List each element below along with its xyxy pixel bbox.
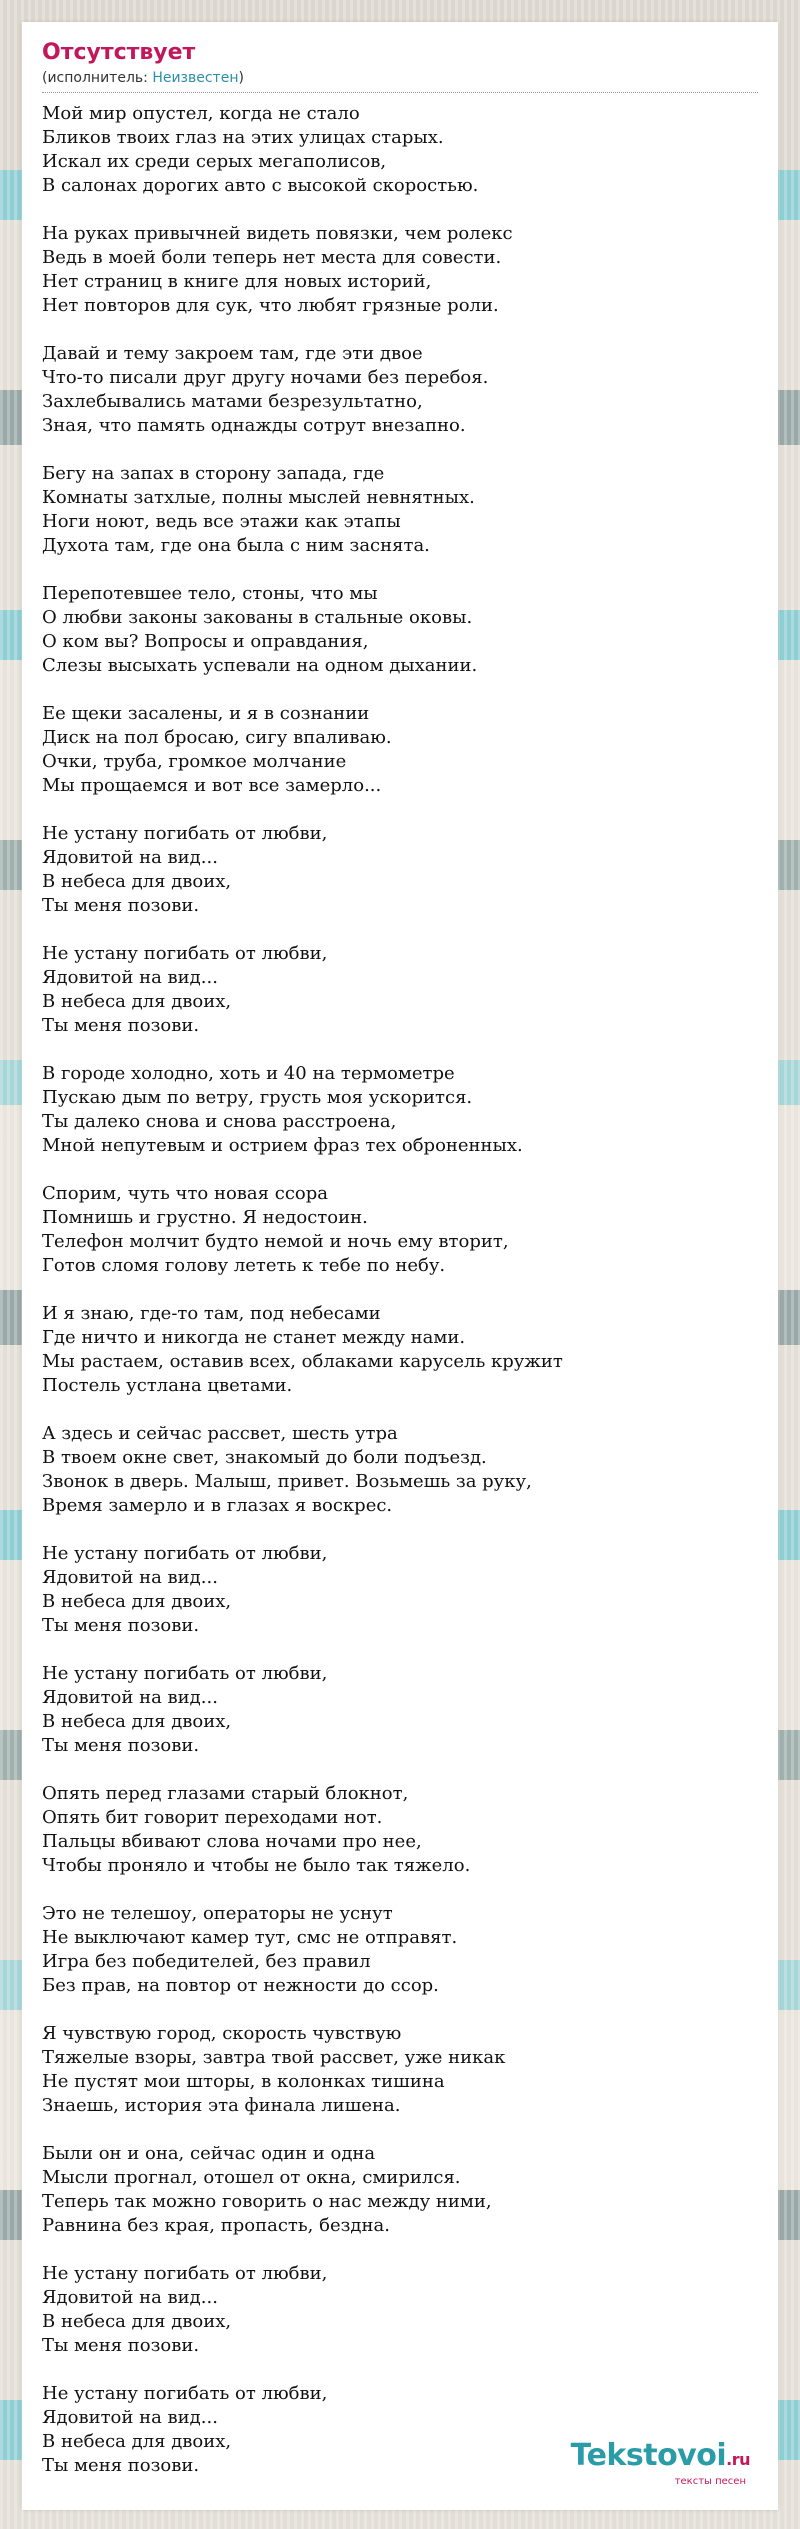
logo-wordmark xyxy=(571,2440,750,2476)
lyrics-stanza xyxy=(42,702,758,798)
lyrics-stanza xyxy=(42,1302,758,1398)
lyrics-line: А здесь и сейчас рассвет, шесть утра xyxy=(42,1423,398,1444)
lyrics-stanza xyxy=(42,1542,758,1638)
artist-prefix: (исполнитель: xyxy=(42,70,153,86)
lyrics-line: Ноги ноют, ведь все этажи как этапы xyxy=(42,511,401,532)
lyrics-stanza xyxy=(42,2262,758,2358)
lyrics-line: Спорим, чуть что новая ссора xyxy=(42,1183,328,1204)
lyrics-line: Духота там, где она была с ним заснята. xyxy=(42,535,430,556)
lyrics-line: Бликов твоих глаз на этих улицах старых. xyxy=(42,127,444,148)
lyrics-line: Ты далеко снова и снова расстроена, xyxy=(42,1111,397,1132)
lyrics-line: Были он и она, сейчас один и одна xyxy=(42,2143,376,2164)
lyrics-line: Слезы высыхать успевали на одном дыхании. xyxy=(42,655,478,676)
lyrics-line: В небеса для двоих, xyxy=(42,2311,232,2332)
lyrics-stanza xyxy=(42,462,758,558)
lyrics-line: Ты меня позови. xyxy=(42,2455,200,2476)
lyrics-line: Готов сломя голову лететь к тебе по небу. xyxy=(42,1255,446,1276)
lyrics-line: Постель устлана цветами. xyxy=(42,1375,293,1396)
lyrics-stanza xyxy=(42,582,758,678)
lyrics-stanza xyxy=(42,942,758,1038)
logo-name: Tekstovoi xyxy=(570,2438,727,2473)
lyrics-line: Не устану погибать от любви, xyxy=(42,1663,328,1684)
lyrics-line: Без прав, на повтор от нежности до ссор. xyxy=(42,1975,439,1996)
lyrics-line: Ядовитой на вид... xyxy=(42,967,218,988)
lyrics-line: Ты меня позови. xyxy=(42,895,200,916)
lyrics-line: Искал их среди серых мегаполисов, xyxy=(42,151,387,172)
lyrics-line: Очки, труба, громкое молчание xyxy=(42,751,347,772)
lyrics-line: Телефон молчит будто немой и ночь ему вторит, xyxy=(42,1231,509,1252)
lyrics-stanza xyxy=(42,2142,758,2238)
lyrics-line: В небеса для двоих, xyxy=(42,2431,232,2452)
lyrics-line: Пальцы вбивают слова ночами про нее, xyxy=(42,1831,422,1852)
lyrics-line: Не устану погибать от любви, xyxy=(42,2263,328,2284)
lyrics-line: Не устану погибать от любви, xyxy=(42,823,328,844)
lyrics-line: Мной непутевым и острием фраз тех оброненных. xyxy=(42,1135,523,1156)
lyrics-line: Ты меня позови. xyxy=(42,1615,200,1636)
lyrics-line: Ты меня позови. xyxy=(42,2335,200,2356)
lyrics-line: Тяжелые взоры, завтра твой рассвет, уже никак xyxy=(42,2047,506,2068)
lyrics-stanza xyxy=(42,222,758,318)
lyrics-line: Время замерло и в глазах я воскрес. xyxy=(42,1495,393,1516)
artist-link[interactable]: Неизвестен xyxy=(152,70,239,86)
lyrics-line: Пускаю дым по ветру, грусть моя ускорится. xyxy=(42,1087,473,1108)
site-logo[interactable] xyxy=(571,2440,750,2488)
lyrics-text xyxy=(42,102,758,2502)
lyrics-line: Ты меня позови. xyxy=(42,1015,200,1036)
lyrics-stanza xyxy=(42,342,758,438)
lyrics-line: Диск на пол бросаю, сигу впаливаю. xyxy=(42,727,392,748)
lyrics-line: В небеса для двоих, xyxy=(42,871,232,892)
logo-tagline: тексты песен xyxy=(674,2476,746,2487)
lyrics-line: Знаешь, история эта финала лишена. xyxy=(42,2095,401,2116)
lyrics-stanza xyxy=(42,1422,758,1518)
lyrics-line: И я знаю, где-то там, под небесами xyxy=(42,1303,381,1324)
lyrics-stanza xyxy=(42,1182,758,1278)
lyrics-line: Игра без победителей, без правил xyxy=(42,1951,371,1972)
lyrics-line: В твоем окне свет, знакомый до боли подъезд. xyxy=(42,1447,487,1468)
lyrics-line: Это не телешоу, операторы не уснут xyxy=(42,1903,393,1924)
lyrics-line: Ее щеки засалены, и я в сознании xyxy=(42,703,370,724)
lyrics-line: В городе холодно, хоть и 40 на термометре xyxy=(42,1063,455,1084)
logo-tld: .ru xyxy=(726,2450,750,2469)
lyrics-stanza xyxy=(42,1782,758,1878)
lyrics-stanza xyxy=(42,1062,758,1158)
lyrics-line: Что-то писали друг другу ночами без перебоя. xyxy=(42,367,489,388)
lyrics-line: Ты меня позови. xyxy=(42,1735,200,1756)
lyrics-line: Опять перед глазами старый блокнот, xyxy=(42,1783,409,1804)
lyrics-line: Бегу на запах в сторону запада, где xyxy=(42,463,385,484)
lyrics-line: Мы прощаемся и вот все замерло... xyxy=(42,775,382,796)
lyrics-line: Опять бит говорит переходами нот. xyxy=(42,1807,383,1828)
lyrics-line: Нет повторов для сук, что любят грязные роли. xyxy=(42,295,499,316)
artist-suffix: ) xyxy=(238,70,244,86)
lyrics-line: О любви законы закованы в стальные оковы. xyxy=(42,607,473,628)
artist-line xyxy=(42,68,758,88)
lyrics-stanza xyxy=(42,102,758,198)
lyrics-line: Перепотевшее тело, стоны, что мы xyxy=(42,583,378,604)
header-divider xyxy=(42,92,758,93)
song-title: Отсутствует xyxy=(42,40,196,65)
lyrics-line: Равнина без края, пропасть, бездна. xyxy=(42,2215,390,2236)
lyrics-line: На руках привычней видеть повязки, чем ролекс xyxy=(42,223,513,244)
lyrics-line: Комнаты затхлые, полны мыслей невнятных. xyxy=(42,487,475,508)
lyrics-line: Захлебывались матами безрезультатно, xyxy=(42,391,423,412)
lyrics-line: Помнишь и грустно. Я недостоин. xyxy=(42,1207,368,1228)
lyrics-line: Чтобы проняло и чтобы не было так тяжело. xyxy=(42,1855,471,1876)
lyrics-line: Ядовитой на вид... xyxy=(42,2287,218,2308)
lyrics-line: Ядовитой на вид... xyxy=(42,2407,218,2428)
lyrics-line: Не устану погибать от любви, xyxy=(42,1543,328,1564)
lyrics-line: В небеса для двоих, xyxy=(42,1711,232,1732)
lyrics-line: Где ничто и никогда не станет между нами. xyxy=(42,1327,466,1348)
lyrics-line: В салонах дорогих авто с высокой скоростью. xyxy=(42,175,479,196)
lyrics-stanza xyxy=(42,1902,758,1998)
lyrics-line: Не устану погибать от любви, xyxy=(42,943,328,964)
lyrics-line: Ядовитой на вид... xyxy=(42,1567,218,1588)
lyrics-line: Ядовитой на вид... xyxy=(42,1687,218,1708)
song-header xyxy=(42,40,758,93)
lyrics-stanza xyxy=(42,2022,758,2118)
lyrics-line: Я чувствую город, скорость чувствую xyxy=(42,2023,402,2044)
lyrics-line: Мой мир опустел, когда не стало xyxy=(42,103,360,124)
lyrics-card xyxy=(22,22,778,2510)
lyrics-line: Звонок в дверь. Малыш, привет. Возьмешь за руку, xyxy=(42,1471,532,1492)
lyrics-line: О ком вы? Вопросы и оправдания, xyxy=(42,631,369,652)
lyrics-line: Ведь в моей боли теперь нет места для совести. xyxy=(42,247,502,268)
lyrics-line: Не выключают камер тут, смс не отправят. xyxy=(42,1927,458,1948)
lyrics-line: Теперь так можно говорить о нас между ними, xyxy=(42,2191,492,2212)
lyrics-line: Мысли прогнал, отошел от окна, смирился. xyxy=(42,2167,461,2188)
lyrics-line: Не пустят мои шторы, в колонках тишина xyxy=(42,2071,445,2092)
lyrics-line: Нет страниц в книге для новых историй, xyxy=(42,271,432,292)
lyrics-line: Ядовитой на вид... xyxy=(42,847,218,868)
lyrics-line: Не устану погибать от любви, xyxy=(42,2383,328,2404)
lyrics-line: В небеса для двоих, xyxy=(42,1591,232,1612)
lyrics-line: В небеса для двоих, xyxy=(42,991,232,1012)
lyrics-line: Мы растаем, оставив всех, облаками карусель кружит xyxy=(42,1351,563,1372)
lyrics-stanza xyxy=(42,1662,758,1758)
lyrics-stanza xyxy=(42,822,758,918)
lyrics-line: Зная, что память однажды сотрут внезапно. xyxy=(42,415,466,436)
lyrics-line: Давай и тему закроем там, где эти двое xyxy=(42,343,423,364)
